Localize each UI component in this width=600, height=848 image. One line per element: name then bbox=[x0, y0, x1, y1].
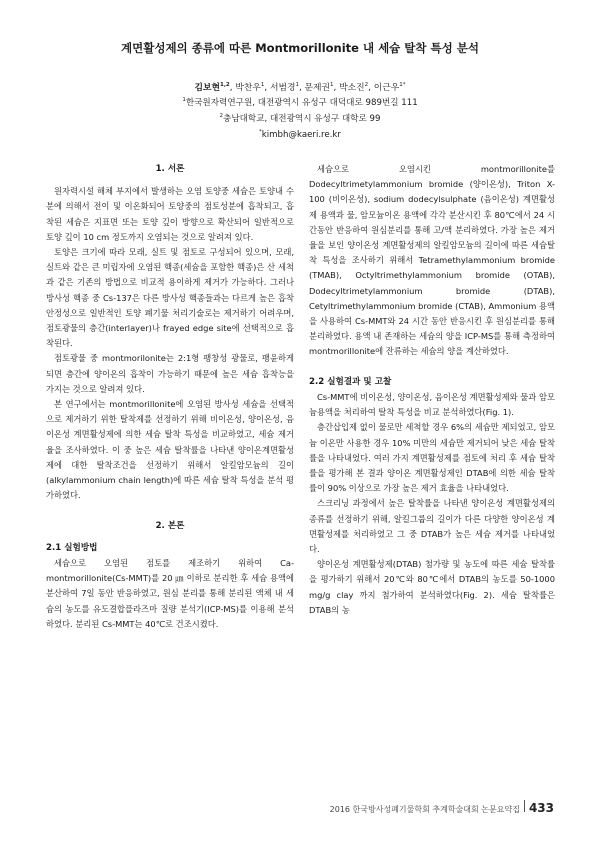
subsection-heading-results: 2.2 실험결과 및 고찰 bbox=[309, 376, 392, 387]
affiliation-text: 한국원자력연구원, 대전광역시 유성구 대덕대로 989번길 111 bbox=[185, 98, 418, 108]
footer-divider bbox=[524, 800, 525, 812]
paragraph: Cs-MMT에 비이온성, 양이온성, 음이온성 계면활성제와 물과 암모늄용액을 처리하여 탈착 특성을 비교 분석하였다(Fig. 1). bbox=[309, 392, 555, 418]
author-list: 김보현$^{1,2}$, 박찬우$^1$, 서범경$^1$, 문제권$^1$, 박소진$^2$, 이근우$^{1*}$ bbox=[194, 82, 406, 93]
section-heading-introduction: 1. 서론 bbox=[155, 164, 185, 174]
author bbox=[374, 83, 406, 93]
paragraph: 세슘으로 오염시킨 montmorillonite를 Dodecyltrimetylammonium bromide (양이온성), Triton X-100 (비이온성), sodium dodecylsulphate (음이온성) 계면활성제 용액과 물, 암모늄이온 용액에 각각 분산시킨 후 80℃에서 24 시간동안 반응하여 원심분리를 통해 고/액 분리하였다. 가장 높은 제거율을 보인 양이온성 계면활성제의 알킬암모늄의 길이에 따른 세슘탈착 특성을 조사하기 위해서 Tetramethylammonium bromide (TMAB), Octyltrimethylammonium bromide (OTAB), Dodecyltrimetylammonium bromide (DTAB), Cetyltrimethylammonium bromide (CTAB), Ammonium 용액을 사용하여 Cs-MMT와 24 시간 동안 반응시킨 후 원심분리를 통해 분리하였다. 용액 내 존재하는 세슘의 양을 ICP-MS를 통해 측정하여 montmorillonite에 잔류하는 세슘의 양을 계산하였다. bbox=[309, 164, 555, 357]
author bbox=[270, 83, 299, 93]
affiliation-mark: * bbox=[259, 129, 262, 135]
author-affiliation-mark: 1 bbox=[295, 82, 299, 88]
affiliation-mark: 1 bbox=[182, 97, 186, 103]
page-number: 433 bbox=[528, 801, 554, 815]
author bbox=[305, 83, 334, 93]
paragraph: 토양은 크기에 따라 모래, 실트 및 점토로 구성되어 있으며, 모래, 실트와 같은 큰 미립자에 오염된 핵종(세슘을 포함한 핵종)은 산 세척과 같은 기존의 방법으로 비교적 용이하게 제거가 가능하다. 그러나 방사성 핵종 중 Cs-137은 다른 방사성 핵종들과는 다르게 높은 흡착 안정성으로 일반적인 토양 폐기물 처리기술로는 제거하기 어려우며, 점토광물의 층간(interlayer)나 frayed edge site에 선택적으로 흡착된다. bbox=[46, 247, 294, 349]
page-footer bbox=[330, 800, 554, 815]
first-author bbox=[195, 83, 230, 93]
author-name: 김보현 bbox=[194, 83, 221, 93]
author-name: 문제권 bbox=[304, 83, 331, 93]
paragraph: 양이온성 계면활성제(DTAB) 첨가량 및 농도에 따른 세슘 탈착률을 평가하기 위해서 20℃와 80℃에서 DTAB의 농도를 50-1000 mg/g clay 까지 첨가하여 분석하였다(Fig. 2). 세슘 탈착률은 DTAB의 농 bbox=[309, 559, 555, 615]
author-name: 박소진 bbox=[339, 83, 365, 93]
paragraph: 세슘으로 오염된 점토를 제조하기 위하여 Ca-montmorillonite(Cs-MMT)를 20 ㎛ 이하로 분리한 후 세슘 용액에 분산하여 7일 동안 반응하였고, 원심 분리를 통해 분리된 액체 내 세슘의 농도를 유도결합플라즈마 질량 분석기(ICP-MS)를 이용해 분석하였다. 분리된 Cs-MMT는 40℃로 건조시켰다. bbox=[46, 558, 294, 629]
affiliation-2 bbox=[0, 113, 600, 125]
paper-title: 계면활성제의 종류에 따른 Montmorillonite 내 세슘 탈착 특성 분석 bbox=[121, 41, 479, 55]
author-affiliation-mark: 1,2 bbox=[220, 82, 230, 88]
section-heading-main: 2. 본론 bbox=[155, 520, 185, 531]
author bbox=[235, 83, 264, 93]
author-name: 박찬우 bbox=[235, 83, 261, 93]
footer-text: 2016 한국방사성폐기물학회 추계학술대회 논문요약집 bbox=[329, 805, 520, 814]
right-column bbox=[309, 162, 555, 618]
author-affiliation-mark: 1 bbox=[330, 82, 334, 88]
subsection-heading-methods: 2.1 실험방법 bbox=[46, 542, 98, 553]
author-name: 이근우 bbox=[373, 83, 400, 93]
affiliation-1 bbox=[0, 97, 600, 109]
contact-email bbox=[0, 129, 600, 141]
author-affiliation-mark: 1* bbox=[399, 82, 406, 88]
left-column bbox=[46, 162, 294, 632]
affiliation-mark: 2 bbox=[219, 113, 224, 119]
paragraph: 본 연구에서는 montmorillonite에 오염된 방사성 세슘을 선택적으로 제거하기 위한 탈착제를 선정하기 위해 비이온성, 양이온성, 음이온성 계면활성제에 의한 세슘 탈착 특성을 비교하였고, 세슘 제거율을 조사하였다. 이 중 높은 세슘 탈착률을 나타낸 양이온계면활성제에 대한 탈착조건을 선정하기 위해서 알킬암모늄의 길이(alkylammonium chain length)에 따른 세슘 탈착 특성을 분석 평가하였다. bbox=[46, 399, 294, 501]
author-affiliation-mark: 2 bbox=[364, 82, 369, 88]
author bbox=[339, 83, 368, 93]
author-name: 서범경 bbox=[269, 83, 296, 93]
paragraph: 스크리닝 과정에서 높은 탈착률을 나타낸 양이온성 계면활성제의 종류를 선정하기 위해, 알킬그룹의 길이가 다른 다양한 양이온성 계면활성제를 처리하였고 그 중 DTAB가 높은 세슘 제거를 나타내었다. bbox=[309, 498, 555, 555]
paragraph: 원자력시설 해체 부지에서 발생하는 오염 토양중 세슘은 토양내 수분에 의해서 전이 및 이온화되어 토양중의 점토성분에 흡착되고, 흡착된 세슘은 지표면 또는 토양 깊이 방향으로 확산되어 일반적으로 토양 깊이 10 cm 정도까지 오염되는 것으로 알려져 있다. bbox=[46, 186, 294, 242]
paragraph: 점토광물 중 montmorilonite는 2:1형 팽창성 광물로, 팽윤하게 되면 층간에 양이온의 흡착이 가능하기 때문에 높은 세슘 흡착능을 가지는 것으로 알려져 있다. bbox=[46, 353, 294, 394]
email-text: kimbh@kaeri.re.kr bbox=[261, 130, 341, 140]
paragraph: 층간삽입제 없이 물로만 세척할 경우 6%의 세슘만 제되었고, 암모늄 이온만 사용한 경우 10% 미만의 세슘만 제거되어 낮은 세슘 탈착률을 나타내었다. 여러 가지 계면활성제를 점토에 처리 후 세슘 탈착률을 평가해 본 결과 양이온 계면활성제인 DTAB에 의한 세슘 탈착률이 90% 이상으로 가장 높은 제거 효율을 나타내었다. bbox=[309, 422, 555, 494]
affiliation-text: 충남대학교, 대전광역시 유성구 대학로 99 bbox=[223, 114, 381, 124]
author-affiliation-mark: 1 bbox=[260, 82, 265, 88]
